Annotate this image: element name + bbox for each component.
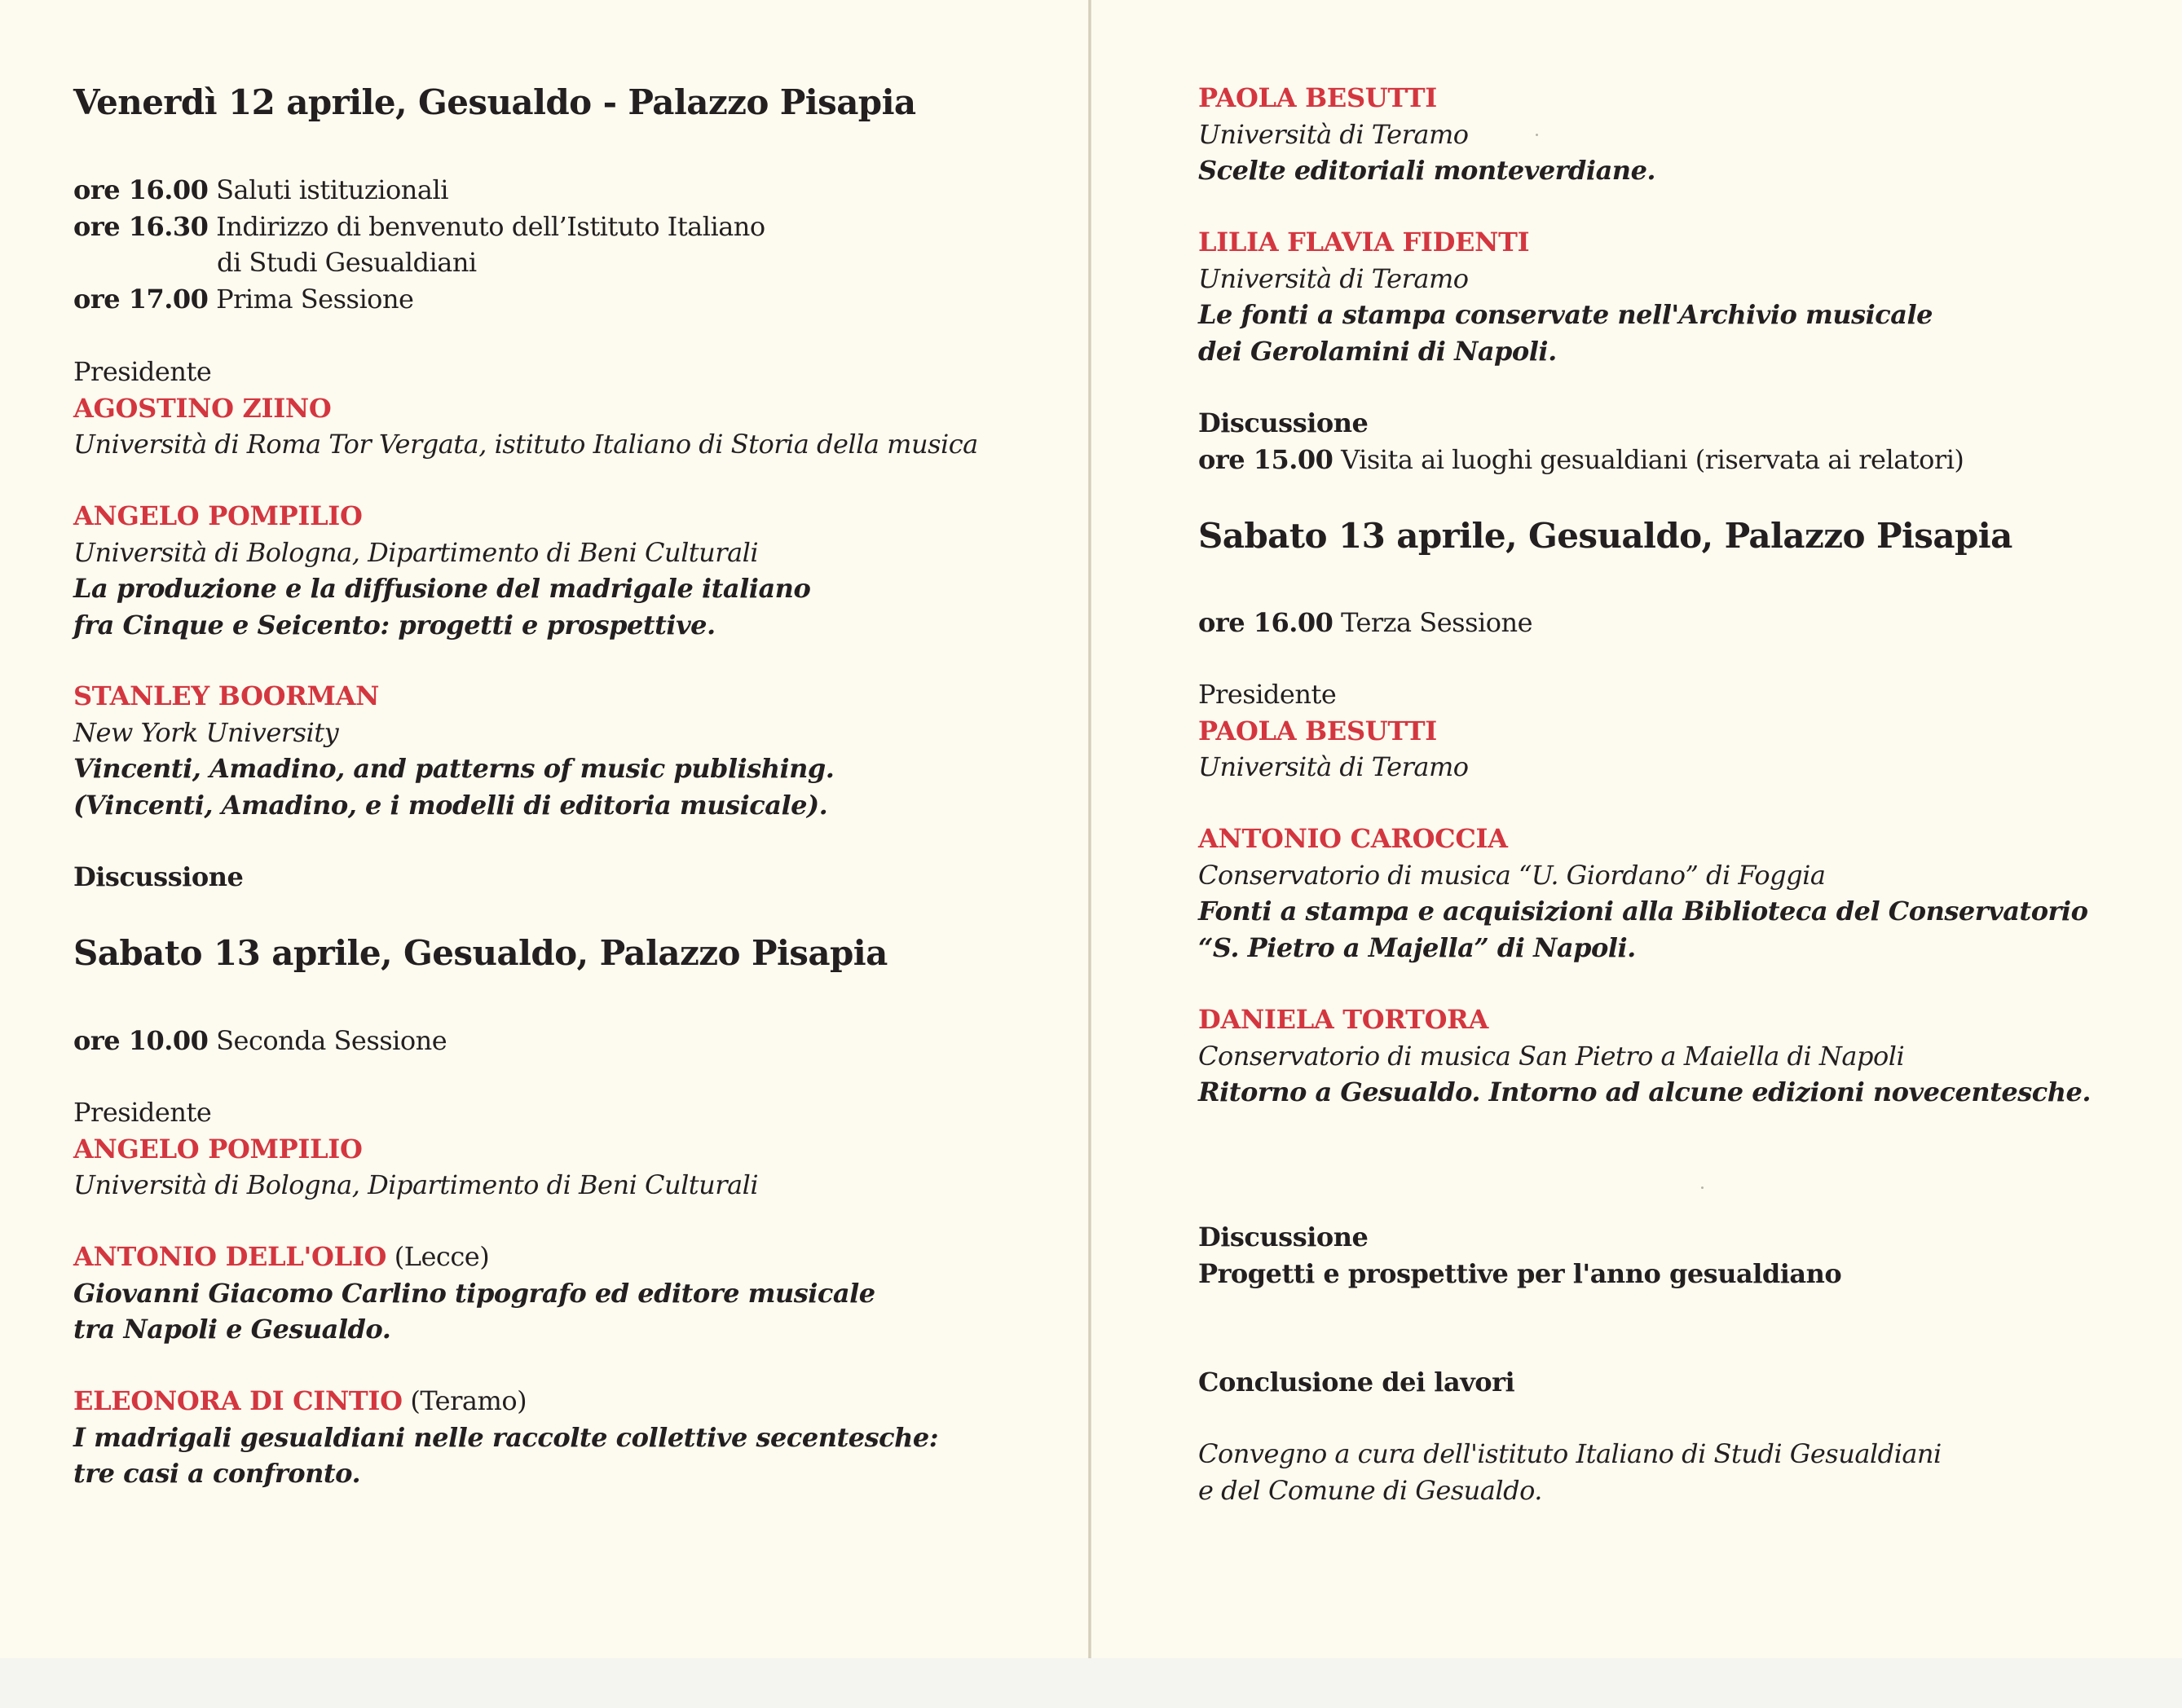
page-fold	[1088, 0, 1091, 1658]
projects-label: Progetti e prospettive per l'anno gesualdiano	[1198, 1257, 1842, 1289]
talk-title: Vincenti, Amadino, and patterns of music publishing.	[73, 753, 835, 784]
speaker-place: (Teramo)	[410, 1385, 527, 1416]
scan-margin	[0, 1658, 2182, 1708]
speaker-name: ANTONIO DELL'OLIO	[73, 1241, 387, 1272]
speaker-name: PAOLA BESUTTI	[1198, 82, 1437, 113]
discussion-block	[1198, 405, 1964, 478]
talk-title: (Vincenti, Amadino, e i modelli di editoria musicale).	[73, 789, 828, 821]
paper-speck	[1536, 134, 1538, 136]
talk-block	[1198, 821, 2087, 966]
speaker-place: (Lecce)	[394, 1241, 490, 1272]
president-label: Presidente	[73, 1097, 212, 1128]
talk-title: Giovanni Giacomo Carlino tipografo ed editore musicale	[73, 1277, 875, 1309]
speaker-name: ANGELO POMPILIO	[73, 500, 363, 531]
session2-president-block	[73, 1094, 758, 1204]
talk-title: tra Napoli e Gesualdo.	[73, 1314, 391, 1345]
speaker-name: ANTONIO CAROCCIA	[1198, 823, 1508, 854]
president-label: Presidente	[1198, 679, 1337, 710]
schedule-item: ore 17.00 Prima Sessione	[73, 283, 414, 315]
schedule-item: ore 16.00 Saluti istituzionali	[73, 174, 448, 205]
president-label: Presidente	[73, 356, 212, 387]
talk-block	[73, 498, 810, 643]
speaker-name: ELEONORA DI CINTIO	[73, 1385, 403, 1416]
session2-item: ore 10.00 Seconda Sessione	[73, 1025, 447, 1056]
talk-title: I madrigali gesualdiani nelle raccolte collettive secentesche:	[73, 1421, 939, 1453]
closing-discussion-block	[1198, 1219, 1841, 1292]
speaker-affiliation: Università di Teramo	[1198, 751, 1469, 782]
discussion-label: Discussione	[73, 861, 244, 892]
day1-heading: Venerdì 12 aprile, Gesualdo - Palazzo Pisapia	[73, 82, 916, 122]
speaker-name: AGOSTINO ZIINO	[73, 392, 332, 424]
speaker-name: PAOLA BESUTTI	[1198, 715, 1437, 746]
organizer-credit: Convegno a cura dell'istituto Italiano di Studi Gesualdiani e del Comune di Gesualdo.	[1198, 1438, 1942, 1506]
visit-item: ore 15.00 Visita ai luoghi gesualdiani (riservata ai relatori)	[1198, 443, 1964, 475]
day2-heading: Sabato 13 aprile, Gesualdo, Palazzo Pisapia	[73, 933, 888, 973]
speaker-name: STANLEY BOORMAN	[73, 680, 380, 711]
talk-block	[1198, 224, 1933, 369]
schedule-item: ore 16.30 Indirizzo di benvenuto dell’Istituto Italiano	[73, 210, 765, 242]
speaker-affiliation: Università di Teramo	[1198, 118, 1469, 150]
speaker-affiliation: Conservatorio di musica “U. Giordano” di Foggia	[1198, 859, 1826, 891]
session1-president-block	[73, 354, 978, 463]
speaker-name: DANIELA TORTORA	[1198, 1004, 1488, 1035]
speaker-name: LILIA FLAVIA FIDENTI	[1198, 227, 1530, 258]
schedule-item-continuation: di Studi Gesualdiani	[217, 247, 477, 278]
talk-title: Le fonti a stampa conservate nell'Archivio musicale	[1198, 299, 1933, 330]
talk-block	[1198, 80, 1655, 189]
speaker-affiliation: Università di Roma Tor Vergata, istituto Italiano di Storia della musica	[73, 429, 978, 460]
speaker-affiliation: Università di Bologna, Dipartimento di Beni Culturali	[73, 1169, 759, 1200]
discussion-label: Discussione	[1198, 1222, 1369, 1252]
talk-title: tre casi a confronto.	[73, 1458, 361, 1489]
speaker-affiliation: Conservatorio di musica San Pietro a Maiella di Napoli	[1198, 1040, 1905, 1072]
talk-block	[73, 1239, 875, 1348]
schedule-list	[73, 172, 765, 317]
talk-title: Ritorno a Gesualdo. Intorno ad alcune edizioni novecentesche.	[1198, 1076, 2091, 1107]
speaker-affiliation: Università di Bologna, Dipartimento di Beni Culturali	[73, 536, 759, 568]
talk-title: fra Cinque e Seicento: progetti e prospettive.	[73, 609, 716, 640]
day2b-heading: Sabato 13 aprile, Gesualdo, Palazzo Pisapia	[1198, 516, 2012, 556]
speaker-affiliation: Università di Teramo	[1198, 262, 1469, 294]
talk-block	[1198, 1001, 2091, 1111]
session3-president-block	[1198, 676, 1469, 786]
paper-speck	[1701, 1186, 1704, 1189]
talk-title: La produzione e la diffusione del madrigale italiano	[73, 573, 811, 604]
talk-title: Fonti a stampa e acquisizioni alla Biblioteca del Conservatorio	[1198, 896, 2088, 927]
speaker-name: ANGELO POMPILIO	[73, 1133, 363, 1164]
talk-block	[73, 678, 834, 823]
discussion-label: Discussione	[1198, 407, 1369, 438]
session3-item: ore 16.00 Terza Sessione	[1198, 607, 1533, 638]
talk-title: “S. Pietro a Majella” di Napoli.	[1198, 931, 1636, 963]
conclusion-label: Conclusione dei lavori	[1198, 1367, 1515, 1398]
talk-title: Scelte editoriali monteverdiane.	[1198, 155, 1656, 186]
talk-title: dei Gerolamini di Napoli.	[1198, 335, 1557, 367]
talk-block	[73, 1383, 938, 1492]
speaker-affiliation: New York University	[73, 716, 339, 748]
